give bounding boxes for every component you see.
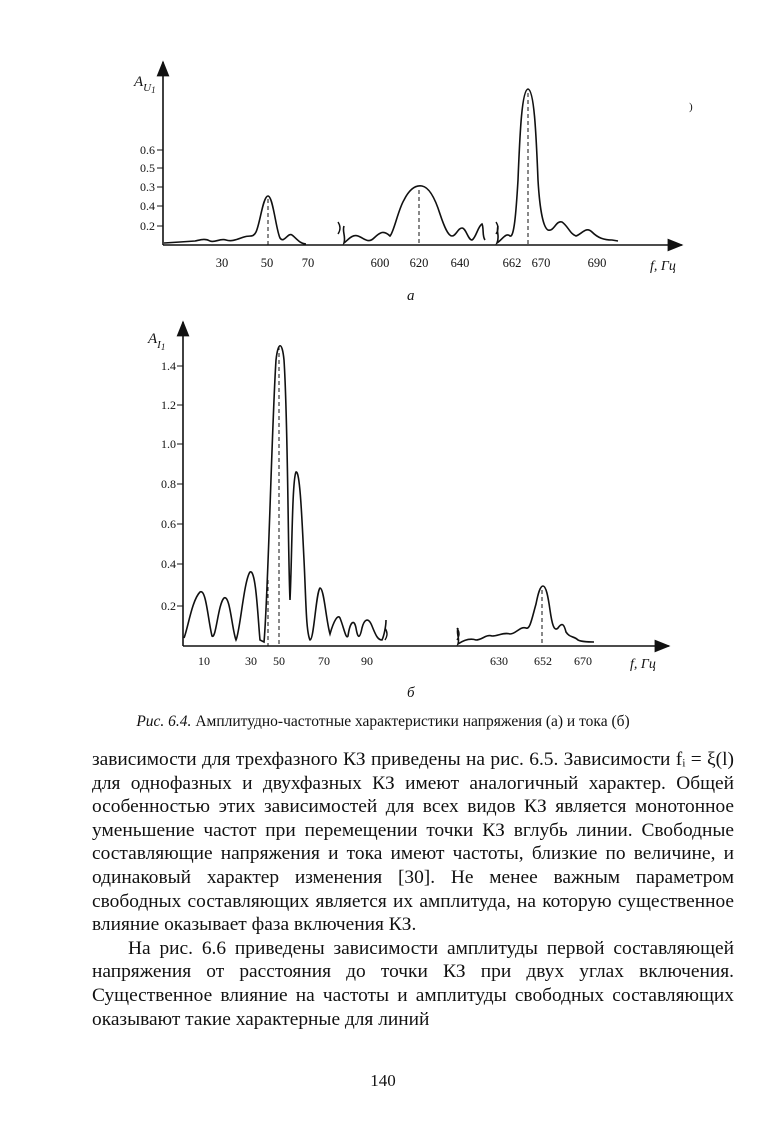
y-tick-label: 1.0 [161, 437, 176, 451]
x-ticks-a [216, 256, 607, 270]
page-number: 140 [370, 1071, 396, 1090]
axis-break [385, 628, 459, 640]
y-tick-label: 0.2 [161, 599, 176, 613]
y-tick-label: 0.6 [140, 143, 155, 157]
y-tick-label: 1.4 [161, 359, 176, 373]
series-line [184, 346, 386, 642]
figure-caption [0, 713, 766, 731]
y-ticks-b [161, 359, 183, 613]
x-tick-label: 30 [215, 256, 229, 270]
x-tick-label: 670 [574, 654, 592, 668]
x-tick-label: 600 [370, 256, 390, 270]
figure-caption-text: Амплитудно-частотные характеристики напряжения (а) и тока (б) [195, 713, 630, 730]
panel-label-b: б [407, 685, 415, 701]
x-tick-label: 90 [361, 654, 373, 668]
y-tick-label: 0.3 [140, 180, 155, 194]
chart-panel-a [133, 62, 693, 304]
body-text [92, 748, 734, 1031]
x-tick-label: 690 [587, 256, 607, 270]
chart-panel-b [147, 322, 669, 701]
x-tick-label: 652 [534, 654, 552, 668]
y-tick-label: 0.6 [161, 517, 176, 531]
y-tick-label: 0.2 [140, 219, 155, 233]
x-axis-label-a: f, Гц [650, 259, 676, 274]
axis-break [338, 222, 498, 234]
series-line [164, 196, 306, 244]
x-tick-label: 640 [450, 256, 470, 270]
y-axis-label-a: $A_U1$ [134, 74, 156, 95]
x-tick-label: 662 [502, 256, 522, 270]
y-tick-label: 1.2 [161, 398, 176, 412]
x-tick-label: 620 [409, 256, 429, 270]
y-tick-label: 0.8 [161, 477, 176, 491]
peak-markers-b [268, 346, 542, 646]
x-ticks-b [198, 654, 592, 668]
x-tick-label: 630 [490, 654, 508, 668]
x-tick-label: 50 [260, 256, 274, 270]
y-axis-label-b: $A_I1$ [148, 331, 166, 352]
y-tick-label: 0.4 [161, 557, 176, 571]
body-paragraph-1: зависимости для трехфазного КЗ приведены на рис. 6.5. Зависимости fᵢ = ξ(l) для однофазных и двухфазных КЗ имеют аналогичный характер. Общей особенностью этих зависимостей для всех видов КЗ является монотонное уменьшение частот при перемещении точки КЗ вглубь линии. Свободные составляющие напряжения и тока имеют частоты, близкие по величине, и одинаковый характер изменения [30]. Не менее важным параметром свободных составляющих является их амплитуда, на которую существенное влияние оказывает фаза включения КЗ. [92, 749, 734, 936]
panel-label-a: а [407, 288, 415, 304]
x-tick-label: 50 [273, 654, 285, 668]
series-line [343, 186, 485, 243]
y-tick-label: 0.4 [140, 199, 155, 213]
x-tick-label: 70 [301, 256, 315, 270]
peak-markers-a [268, 93, 528, 245]
x-tick-label: 30 [245, 654, 257, 668]
body-paragraph-2: На рис. 6.6 приведены зависимости амплитуды первой составляющей напряжения от расстояния до точки КЗ при двух углах включения. Существенное влияние на частоты и амплитуды свободных составляющих оказывают такие характерные для линий [92, 937, 734, 1030]
series-line [497, 89, 618, 243]
scan-mark: ) [689, 101, 693, 113]
x-tick-label: 70 [318, 654, 330, 668]
figure-caption-label: Рис. 6.4. [136, 713, 192, 730]
series-line [457, 586, 594, 644]
x-tick-label: 670 [531, 256, 551, 270]
y-ticks-a [140, 143, 163, 233]
x-axis-label-b: f, Гц [630, 657, 656, 672]
y-tick-label: 0.5 [140, 161, 155, 175]
x-tick-label: 10 [198, 654, 210, 668]
